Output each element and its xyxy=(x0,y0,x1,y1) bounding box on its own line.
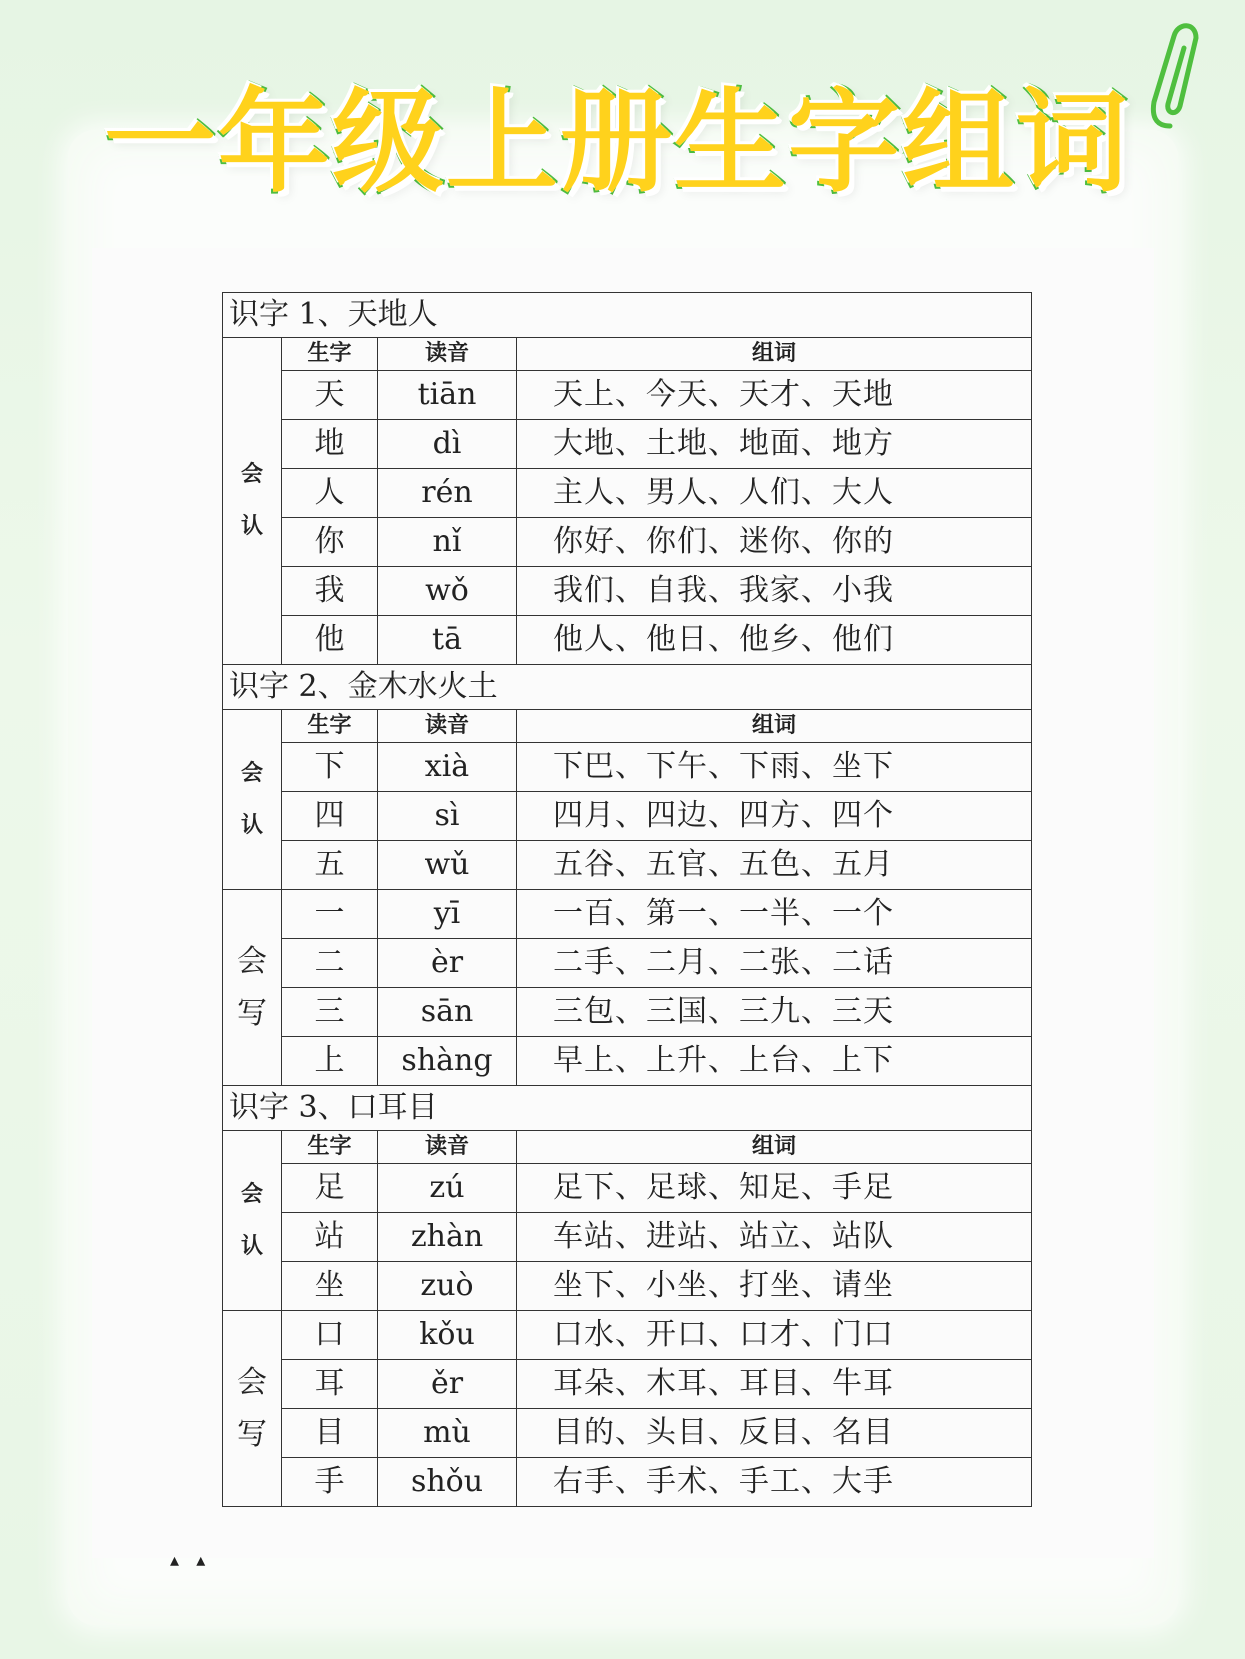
category-char: 写 xyxy=(237,1416,267,1452)
table-row xyxy=(223,1458,1032,1507)
header-char: 生字 xyxy=(282,710,378,743)
pinyin-cell: mù xyxy=(378,1409,517,1458)
table-row xyxy=(223,988,1032,1037)
character-cell: 我 xyxy=(282,567,378,616)
character-cell: 上 xyxy=(282,1037,378,1086)
vocabulary-table xyxy=(222,292,1032,1507)
pinyin-cell: sān xyxy=(378,988,517,1037)
words-cell: 天上、今天、天才、天地 xyxy=(517,371,1032,420)
character-cell: 天 xyxy=(282,371,378,420)
character-cell: 五 xyxy=(282,841,378,890)
pinyin-cell: yī xyxy=(378,890,517,939)
character-cell: 四 xyxy=(282,792,378,841)
table-row xyxy=(223,743,1032,792)
header-words: 组词 xyxy=(517,710,1032,743)
character-cell: 目 xyxy=(282,1409,378,1458)
character-cell: 手 xyxy=(282,1458,378,1507)
words-cell: 大地、土地、地面、地方 xyxy=(517,420,1032,469)
character-cell: 耳 xyxy=(282,1360,378,1409)
pinyin-cell: shàng xyxy=(378,1037,517,1086)
category-char: 会 xyxy=(240,1181,263,1207)
words-cell: 右手、手术、手工、大手 xyxy=(517,1458,1032,1507)
words-cell: 二手、二月、二张、二话 xyxy=(517,939,1032,988)
table-row xyxy=(223,518,1032,567)
words-cell: 他人、他日、他乡、他们 xyxy=(517,616,1032,665)
character-cell: 你 xyxy=(282,518,378,567)
words-cell: 耳朵、木耳、耳目、牛耳 xyxy=(517,1360,1032,1409)
character-cell: 口 xyxy=(282,1311,378,1360)
words-cell: 足下、足球、知足、手足 xyxy=(517,1164,1032,1213)
pinyin-cell: èr xyxy=(378,939,517,988)
table-row xyxy=(223,469,1032,518)
header-words: 组词 xyxy=(517,338,1032,371)
words-cell: 一百、第一、一半、一个 xyxy=(517,890,1032,939)
header-char: 生字 xyxy=(282,1131,378,1164)
character-cell: 他 xyxy=(282,616,378,665)
character-cell: 二 xyxy=(282,939,378,988)
page-title: 一年级上册生字组词 xyxy=(104,77,1130,208)
category-char: 写 xyxy=(237,995,267,1031)
table-row xyxy=(223,616,1032,665)
header-pinyin: 读音 xyxy=(378,338,517,371)
section-title-row xyxy=(223,1086,1032,1131)
category-label xyxy=(223,338,282,665)
character-cell: 足 xyxy=(282,1164,378,1213)
table-row xyxy=(223,1409,1032,1458)
table-row xyxy=(223,1164,1032,1213)
words-cell: 坐下、小坐、打坐、请坐 xyxy=(517,1262,1032,1311)
pinyin-cell: wǒ xyxy=(378,567,517,616)
table-row xyxy=(223,1262,1032,1311)
header-words: 组词 xyxy=(517,1131,1032,1164)
words-cell: 我们、自我、我家、小我 xyxy=(517,567,1032,616)
words-cell: 车站、进站、站立、站队 xyxy=(517,1213,1032,1262)
pinyin-cell: tā xyxy=(378,616,517,665)
pinyin-cell: kǒu xyxy=(378,1311,517,1360)
words-cell: 早上、上升、上台、上下 xyxy=(517,1037,1032,1086)
character-cell: 三 xyxy=(282,988,378,1037)
header-char: 生字 xyxy=(282,338,378,371)
character-cell: 站 xyxy=(282,1213,378,1262)
table-row xyxy=(223,1311,1032,1360)
pinyin-cell: tiān xyxy=(378,371,517,420)
section-title-row xyxy=(223,293,1032,338)
table-row xyxy=(223,890,1032,939)
category-label xyxy=(223,890,282,1086)
words-cell: 你好、你们、迷你、你的 xyxy=(517,518,1032,567)
section-title: 识字 2、金木水火土 xyxy=(223,665,1032,710)
category-char: 会 xyxy=(240,760,263,786)
pinyin-cell: zuò xyxy=(378,1262,517,1311)
table-row xyxy=(223,1360,1032,1409)
section-title: 识字 1、天地人 xyxy=(223,293,1032,338)
category-char: 会 xyxy=(240,462,263,487)
words-cell: 口水、开口、口才、门口 xyxy=(517,1311,1032,1360)
pinyin-cell: wǔ xyxy=(378,841,517,890)
page-artifact: ▴ ▴ xyxy=(170,1550,206,1571)
character-cell: 人 xyxy=(282,469,378,518)
header-row xyxy=(223,338,1032,371)
pinyin-cell: zhàn xyxy=(378,1213,517,1262)
header-row xyxy=(223,1131,1032,1164)
header-row xyxy=(223,710,1032,743)
table-row xyxy=(223,792,1032,841)
pinyin-cell: ěr xyxy=(378,1360,517,1409)
words-cell: 五谷、五官、五色、五月 xyxy=(517,841,1032,890)
category-char: 会 xyxy=(237,943,267,979)
table-row xyxy=(223,939,1032,988)
pinyin-cell: rén xyxy=(378,469,517,518)
category-label xyxy=(223,710,282,890)
pinyin-cell: nǐ xyxy=(378,518,517,567)
category-char: 会 xyxy=(237,1364,267,1400)
table-row xyxy=(223,567,1032,616)
header-pinyin: 读音 xyxy=(378,1131,517,1164)
pinyin-cell: zú xyxy=(378,1164,517,1213)
table-row xyxy=(223,1213,1032,1262)
words-cell: 下巴、下午、下雨、坐下 xyxy=(517,743,1032,792)
words-cell: 四月、四边、四方、四个 xyxy=(517,792,1032,841)
character-cell: 下 xyxy=(282,743,378,792)
table-row xyxy=(223,371,1032,420)
character-cell: 一 xyxy=(282,890,378,939)
table-row xyxy=(223,841,1032,890)
pinyin-cell: xià xyxy=(378,743,517,792)
character-cell: 坐 xyxy=(282,1262,378,1311)
pinyin-cell: sì xyxy=(378,792,517,841)
character-cell: 地 xyxy=(282,420,378,469)
category-char: 认 xyxy=(240,1233,263,1259)
section-title: 识字 3、口耳目 xyxy=(223,1086,1032,1131)
paperclip-icon xyxy=(1140,14,1210,144)
words-cell: 目的、头目、反目、名目 xyxy=(517,1409,1032,1458)
header-pinyin: 读音 xyxy=(378,710,517,743)
category-char: 认 xyxy=(240,514,263,539)
category-label xyxy=(223,1131,282,1311)
pinyin-cell: dì xyxy=(378,420,517,469)
section-title-row xyxy=(223,665,1032,710)
category-char: 认 xyxy=(240,812,263,838)
words-cell: 主人、男人、人们、大人 xyxy=(517,469,1032,518)
category-label xyxy=(223,1311,282,1507)
pinyin-cell: shǒu xyxy=(378,1458,517,1507)
table-row xyxy=(223,1037,1032,1086)
words-cell: 三包、三国、三九、三天 xyxy=(517,988,1032,1037)
table-row xyxy=(223,420,1032,469)
